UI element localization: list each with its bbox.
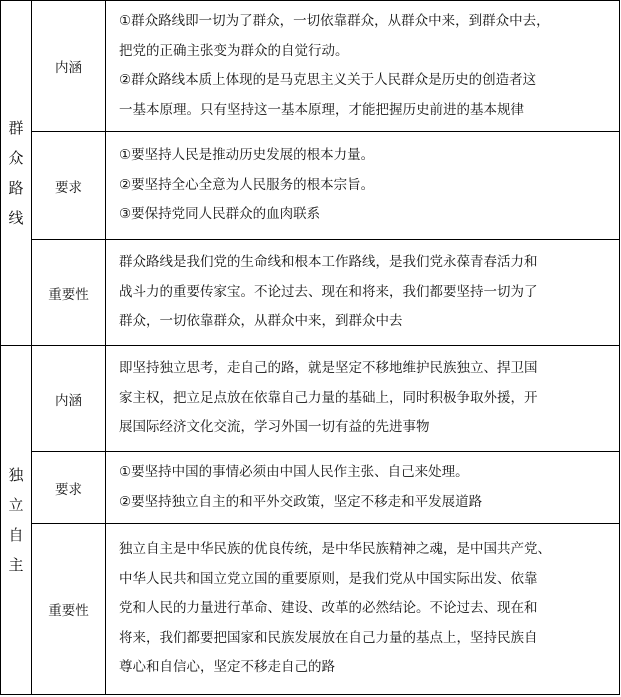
row-content-cell xyxy=(106,524,620,695)
row-label: 要求 xyxy=(55,179,82,196)
row-label-cell xyxy=(32,452,106,524)
section-title-cell xyxy=(1,1,32,346)
row-label-cell xyxy=(32,240,106,346)
content-line: 党和人民的力量进行革命、建设、改革的必然结论。不论过去、现在和 xyxy=(119,600,538,617)
content-line: 即坚持独立思考，走自己的路，就是坚定不移地维护民族独立、捍卫国 xyxy=(119,360,538,377)
table-row xyxy=(1,132,620,240)
row-label: 重要性 xyxy=(48,603,89,619)
row-content-cell xyxy=(106,240,620,346)
table-row xyxy=(1,1,620,132)
content-line: ②要坚持独立自主的和平外交政策，坚定不移走和平发展道路 xyxy=(119,493,483,510)
content-line: 展国际经济文化交流，学习外国一切有益的先进事物 xyxy=(119,419,430,436)
content-line: 家主权，把立足点放在依靠自己力量的基础上，同时积极争取外援，开 xyxy=(119,389,538,406)
section-title: 群众路线 xyxy=(8,119,24,227)
table-row xyxy=(1,452,620,524)
row-label: 内涵 xyxy=(55,60,82,76)
row-label-cell xyxy=(32,524,106,695)
section-title: 独立自主 xyxy=(8,466,24,574)
content-line: ②要坚持全心全意为人民服务的根本宗旨。 xyxy=(119,176,375,193)
content-line: 群众路线是我们党的生命线和根本工作路线，是我们党永葆青春活力和 xyxy=(119,254,538,271)
content-line: 群众，一切依靠群众，从群众中来，到群众中去 xyxy=(119,313,403,330)
content-line: ③要保持党同人民群众的血肉联系 xyxy=(119,206,321,223)
content-line: 独立自主是中华民族的优良传统，是中华民族精神之魂，是中国共产党、 xyxy=(119,541,551,558)
content-line: ①要坚持中国的事情必须由中国人民作主张、自己来处理。 xyxy=(119,464,469,480)
content-line: ①群众路线即一切为了群众，一切依靠群众，从群众中来，到群众中去， xyxy=(119,13,550,29)
row-label-cell xyxy=(32,346,106,452)
row-label: 重要性 xyxy=(48,286,89,303)
row-label-cell xyxy=(32,132,106,240)
row-label: 内涵 xyxy=(55,392,82,409)
section-title-cell xyxy=(1,346,32,695)
row-label: 要求 xyxy=(55,481,82,498)
table-row xyxy=(1,524,620,695)
content-line: 尊心和自信心，坚定不移走自己的路 xyxy=(119,659,335,676)
content-line: 中华人民共和国立党立国的重要原则，是我们党从中国实际出发、依靠 xyxy=(119,570,538,587)
content-line: 战斗力的重要传家宝。不论过去、现在和将来，我们都要坚持一切为了 xyxy=(119,283,538,300)
content-line: ②群众路线本质上体现的是马克思主义关于人民群众是历史的创造者这 xyxy=(119,72,537,88)
row-content-cell xyxy=(106,452,620,524)
row-content-cell xyxy=(106,346,620,452)
content-line: 将来，我们都要把国家和民族发展放在自己力量的基点上，坚持民族自 xyxy=(119,629,538,646)
content-line: ①要坚持人民是推动历史发展的根本力量。 xyxy=(119,147,375,164)
row-content-cell xyxy=(106,1,620,132)
row-content-cell xyxy=(106,132,620,240)
table-row xyxy=(1,240,620,346)
row-label-cell xyxy=(32,1,106,132)
content-line: 一基本原理。只有坚持这一基本原理，才能把握历史前进的基本规律 xyxy=(119,101,524,118)
content-line: 把党的正确主张变为群众的自觉行动。 xyxy=(119,42,349,59)
table-row xyxy=(1,346,620,452)
